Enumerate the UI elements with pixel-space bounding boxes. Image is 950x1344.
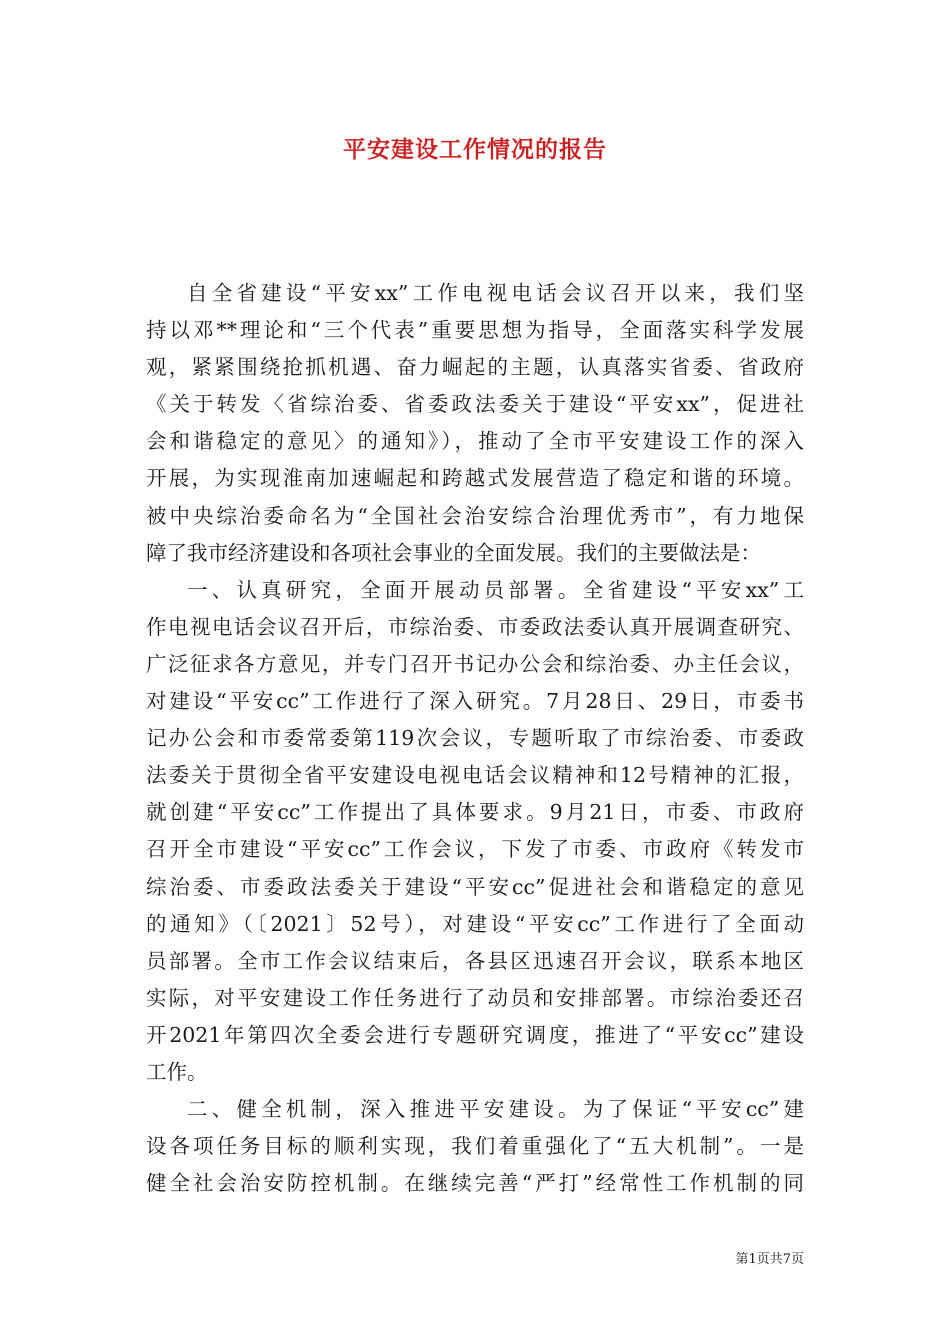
text-line: 员部署。全市工作会议结束后，各县区迅速召开会议，联系本地区 [146, 948, 804, 973]
text-line: 的通知》（〔2021〕52号），对建设“平安cc”工作进行了全面动 [146, 911, 804, 936]
text-line: 持以邓**理论和“三个代表”重要思想为指导，全面落实科学发展 [146, 318, 804, 343]
text-line: 对建设“平安cc”工作进行了深入研究。7月28日、29日，市委书 [146, 689, 804, 714]
text-line: 开2021年第四次全委会进行专题研究调度，推进了“平安cc”建设 [146, 1022, 804, 1047]
document-body [146, 275, 804, 1202]
text-line: 就创建“平安cc”工作提出了具体要求。9月21日，市委、市政府 [146, 800, 804, 825]
text-line: 召开全市建设“平安cc”工作会议，下发了市委、市政府《转发市 [146, 837, 804, 862]
text-line: 障了我市经济建设和各项社会事业的全面发展。我们的主要做法是： [146, 540, 761, 565]
document-title: 平安建设工作情况的报告 [343, 136, 607, 163]
page-number: 第1页共7页 [735, 1252, 804, 1267]
text-line: 一、认真研究，全面开展动员部署。全省建设“平安xx”工 [187, 577, 804, 602]
text-line: 工作。 [146, 1059, 208, 1084]
text-line: 法委关于贯彻全省平安建设电视电话会议精神和12号精神的汇报， [146, 763, 804, 788]
text-line: 健全社会治安防控机制。在继续完善“严打”经常性工作机制的同 [146, 1171, 804, 1196]
text-line: 设各项任务目标的顺利实现，我们着重强化了“五大机制”。一是 [146, 1134, 804, 1159]
text-line: 综治委、市委政法委关于建设“平安cc”促进社会和谐稳定的意见 [146, 874, 804, 899]
text-line: 《关于转发〈省综治委、省委政法委关于建设“平安xx”，促进社 [146, 392, 804, 417]
text-line: 会和谐稳定的意见〉的通知》），推动了全市平安建设工作的深入 [146, 429, 804, 454]
text-line: 二、健全机制，深入推进平安建设。为了保证“平安cc”建 [187, 1097, 804, 1122]
text-line: 记办公会和市委常委第119次会议，专题听取了市综治委、市委政 [146, 726, 804, 751]
text-line: 自全省建设“平安xx”工作电视电话会议召开以来，我们坚 [187, 281, 804, 305]
text-line: 观，紧紧围绕抢抓机遇、奋力崛起的主题，认真落实省委、省政府 [146, 355, 804, 380]
text-line: 实际，对平安建设工作任务进行了动员和安排部署。市综治委还召 [146, 985, 804, 1010]
text-line: 作电视电话会议召开后，市综治委、市委政法委认真开展调查研究、 [146, 614, 804, 639]
text-line: 开展，为实现淮南加速崛起和跨越式发展营造了稳定和谐的环境。 [146, 466, 804, 491]
text-line: 广泛征求各方意见，并专门召开书记办公会和综治委、办主任会议， [146, 651, 804, 676]
text-line: 被中央综治委命名为“全国社会治安综合治理优秀市”，有力地保 [146, 503, 804, 528]
